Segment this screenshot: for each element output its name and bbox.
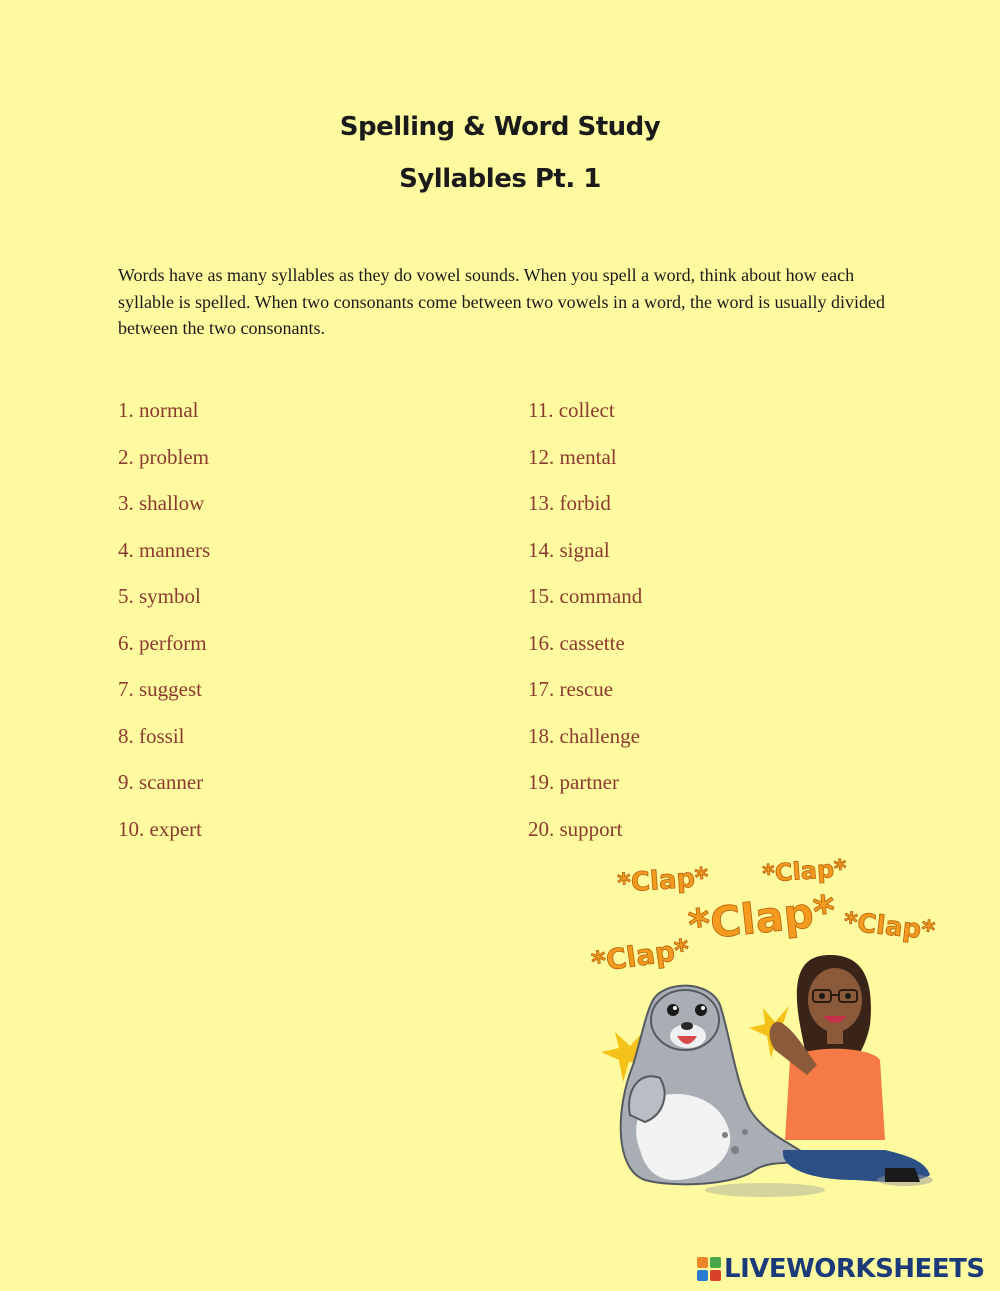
list-item: 5. symbol — [118, 584, 201, 608]
list-item: 17. rescue — [528, 677, 614, 701]
page-title: Spelling & Word Study — [339, 112, 661, 142]
list-item: 15. command — [528, 584, 643, 608]
list-item: 14. signal — [528, 537, 610, 562]
list-item: 13. forbid — [528, 491, 611, 515]
list-item: 20. support — [528, 816, 623, 841]
liveworksheets-logo — [697, 1254, 997, 1286]
word-list-left — [118, 398, 418, 863]
page-subtitle: Syllables Pt. 1 — [399, 164, 601, 194]
list-item: 9. scanner — [118, 770, 204, 794]
clap-text: *Clap* — [589, 932, 692, 979]
list-item: 6. perform — [118, 630, 207, 655]
list-item: 10. expert — [118, 816, 202, 841]
clap-text: *Clap* — [685, 885, 838, 950]
list-item: 1. normal — [118, 398, 199, 422]
word-list-right — [528, 398, 828, 863]
list-item: 18. challenge — [528, 723, 640, 748]
list-item: 19. partner — [528, 770, 619, 794]
clap-text: *Clap* — [842, 907, 937, 947]
logo-icon — [697, 1257, 721, 1281]
clap-illustration — [585, 850, 940, 1200]
list-item: 12. mental — [528, 444, 617, 469]
list-item: 11. collect — [528, 398, 615, 422]
intro-paragraph: Words have as many syllables as they do vowel sounds. When you spell a word, think about how each syllable is spelled. When two consonants come between two vowels in a word, the word is usually divided between the two consonants. — [118, 265, 886, 338]
clap-text: *Clap* — [616, 862, 710, 899]
list-item: 4. manners — [118, 537, 211, 562]
list-item: 8. fossil — [118, 723, 185, 748]
logo-text: LIVEWORKSHEETS — [724, 1254, 985, 1284]
clap-text: *Clap* — [761, 854, 848, 888]
list-item: 7. suggest — [118, 677, 202, 701]
list-item: 3. shallow — [118, 491, 205, 515]
list-item: 16. cassette — [528, 630, 625, 655]
list-item: 2. problem — [118, 444, 209, 469]
